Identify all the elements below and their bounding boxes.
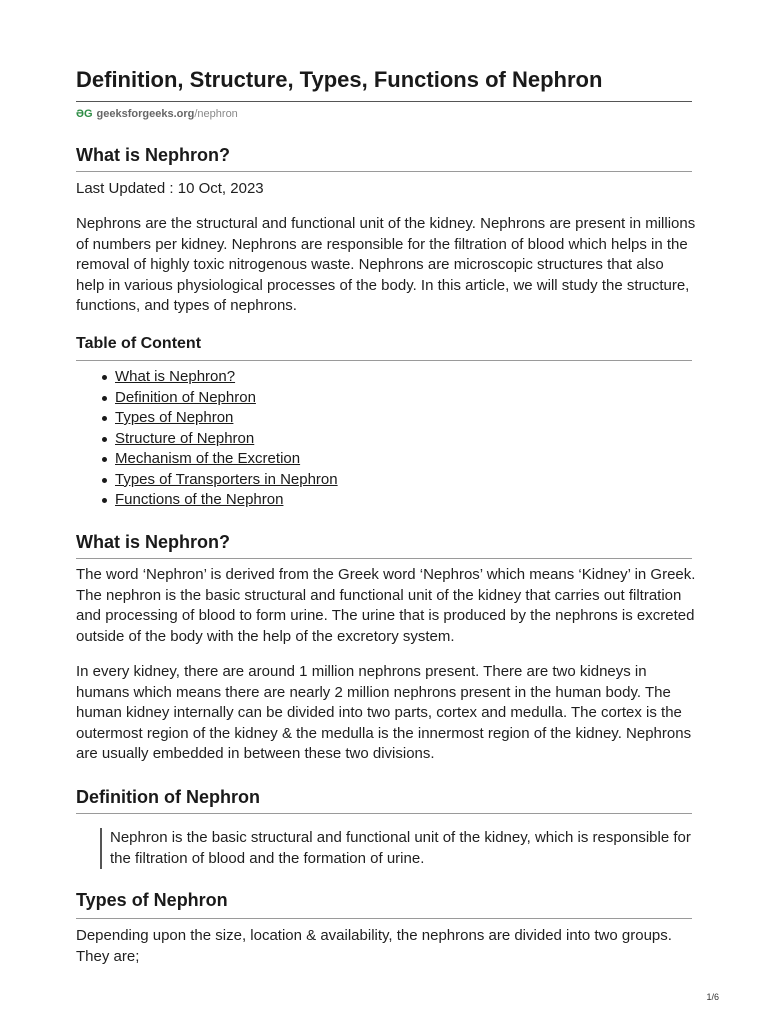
toc-item [115, 449, 338, 470]
toc-item [115, 470, 338, 491]
page-number: 1/6 [706, 992, 719, 1002]
section-heading-types: Types of Nephron [76, 890, 228, 910]
toc-item [115, 367, 338, 388]
source-line [76, 107, 238, 121]
page-title: Definition, Structure, Types, Functions of Nephron [76, 67, 603, 92]
paragraph-kidney-count: In every kidney, there are around 1 million nephrons present. There are two kidneys in humans which means there are nearly 2 million nephrons present in the human body. The human kidney internally can be divided into two parts, cortex and medulla. The cortex is the outermost region of the kidney & the medulla is the innermost region of the kidney. Nephrons are usually embedded in between these two divisions. [76, 663, 692, 762]
toc-heading: Table of Content [76, 335, 202, 352]
toc-link-transporters[interactable]: Types of Transporters in Nephron [115, 470, 338, 488]
toc-link-mechanism[interactable]: Mechanism of the Excretion [115, 450, 301, 467]
toc-item [115, 408, 338, 429]
paragraph-etymology: The word ‘Nephron’ is derived from the Greek word ‘Nephros’ which means ‘Kidney’ in Greek. The nephron is the basic structural and functional unit of the kidney that carries out filtration and processing of blood to form urine. The urine that is produced by the nephrons is excreted outside of the body with the help of the excretory system. [76, 566, 696, 645]
toc-item [115, 490, 338, 511]
section-heading-definition: Definition of Nephron [76, 787, 260, 807]
title-divider [76, 101, 692, 102]
toc-link-structure[interactable]: Structure of Nephron [115, 429, 255, 447]
section-divider [76, 171, 692, 172]
gfg-logo-icon: ƏG [76, 108, 93, 120]
last-updated: Last Updated : 10 Oct, 2023 [76, 180, 264, 197]
source-link[interactable] [97, 108, 238, 120]
paragraph-types-intro: Depending upon the size, location & availability, the nephrons are divided into two groups. They are; [76, 927, 672, 965]
definition-blockquote: Nephron is the basic structural and functional unit of the kidney, which is responsible for the filtration of blood and the formation of urine. [100, 828, 700, 869]
source-path: /nephron [194, 108, 238, 120]
toc-link-definition[interactable]: Definition of Nephron [115, 388, 256, 406]
toc-link-functions[interactable]: Functions of the Nephron [115, 491, 284, 508]
section-divider [76, 813, 692, 814]
section-heading-what-is: What is Nephron? [76, 145, 230, 165]
section-divider [76, 558, 692, 559]
intro-paragraph: Nephrons are the structural and functional unit of the kidney. Nephrons are present in millions of numbers per kidney. Nephrons are responsible for the filtration of blood which helps in the removal of highly toxic nitrogenous waste. Nephrons are microscopic structures that also help in various physiological processes of the body. In this article, we will study the structure, functions, and types of nephrons. [76, 215, 696, 314]
section-divider [76, 918, 692, 919]
source-domain: geeksforgeeks.org [96, 108, 195, 120]
toc-link-what-is-nephron[interactable]: What is Nephron? [115, 368, 236, 385]
toc-divider [76, 360, 692, 361]
section-heading-what-is-2: What is Nephron? [76, 532, 230, 552]
toc-item [115, 388, 338, 409]
table-of-contents [76, 367, 338, 511]
toc-item [115, 429, 338, 450]
toc-link-types[interactable]: Types of Nephron [115, 409, 234, 426]
